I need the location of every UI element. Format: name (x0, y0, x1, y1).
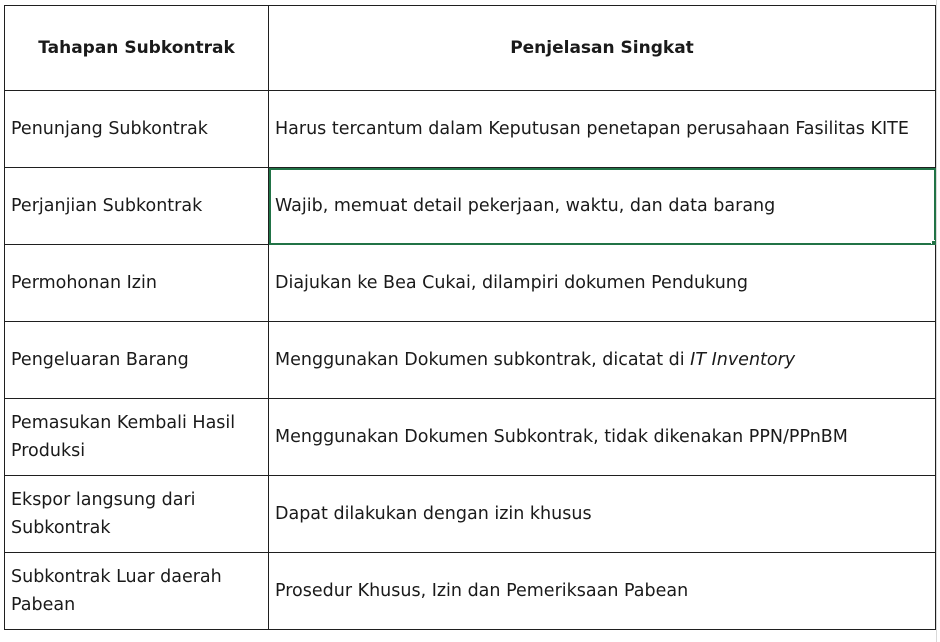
stage-cell[interactable]: Pengeluaran Barang (5, 322, 269, 399)
description-italic-text: IT Inventory (690, 350, 796, 370)
description-text: Wajib, memuat detail pekerjaan, waktu, dan data barang (275, 196, 776, 216)
stage-cell[interactable]: Penunjang Subkontrak (5, 91, 269, 168)
header-description[interactable]: Penjelasan Singkat (269, 6, 936, 91)
stage-cell[interactable]: Subkontrak Luar daerah Pabean (5, 553, 269, 630)
header-row (5, 6, 936, 91)
stage-cell[interactable]: Ekspor langsung dari Subkontrak (5, 476, 269, 553)
table-row (5, 399, 936, 476)
gridline (936, 0, 940, 642)
description-cell[interactable]: Menggunakan Dokumen Subkontrak, tidak dikenakan PPN/PPnBM (269, 399, 936, 476)
table-row (5, 245, 936, 322)
table-row (5, 553, 936, 630)
description-cell[interactable] (269, 322, 936, 399)
table-row (5, 476, 936, 553)
description-cell[interactable]: Harus tercantum dalam Keputusan penetapan perusahaan Fasilitas KITE (269, 91, 936, 168)
description-cell-selected[interactable] (269, 168, 936, 245)
header-stage[interactable]: Tahapan Subkontrak (5, 6, 269, 91)
description-cell[interactable]: Dapat dilakukan dengan izin khusus (269, 476, 936, 553)
stage-cell[interactable]: Permohonan Izin (5, 245, 269, 322)
description-text: Menggunakan Dokumen subkontrak, dicatat di (275, 350, 691, 370)
stage-cell[interactable]: Perjanjian Subkontrak (5, 168, 269, 245)
description-cell[interactable]: Prosedur Khusus, Izin dan Pemeriksaan Pabean (269, 553, 936, 630)
stage-cell[interactable]: Pemasukan Kembali Hasil Produksi (5, 399, 269, 476)
table-row (5, 91, 936, 168)
fill-handle[interactable] (931, 240, 936, 245)
description-cell[interactable]: Diajukan ke Bea Cukai, dilampiri dokumen Pendukung (269, 245, 936, 322)
table-row (5, 168, 936, 245)
table-row (5, 322, 936, 399)
subkontrak-table (4, 5, 936, 630)
